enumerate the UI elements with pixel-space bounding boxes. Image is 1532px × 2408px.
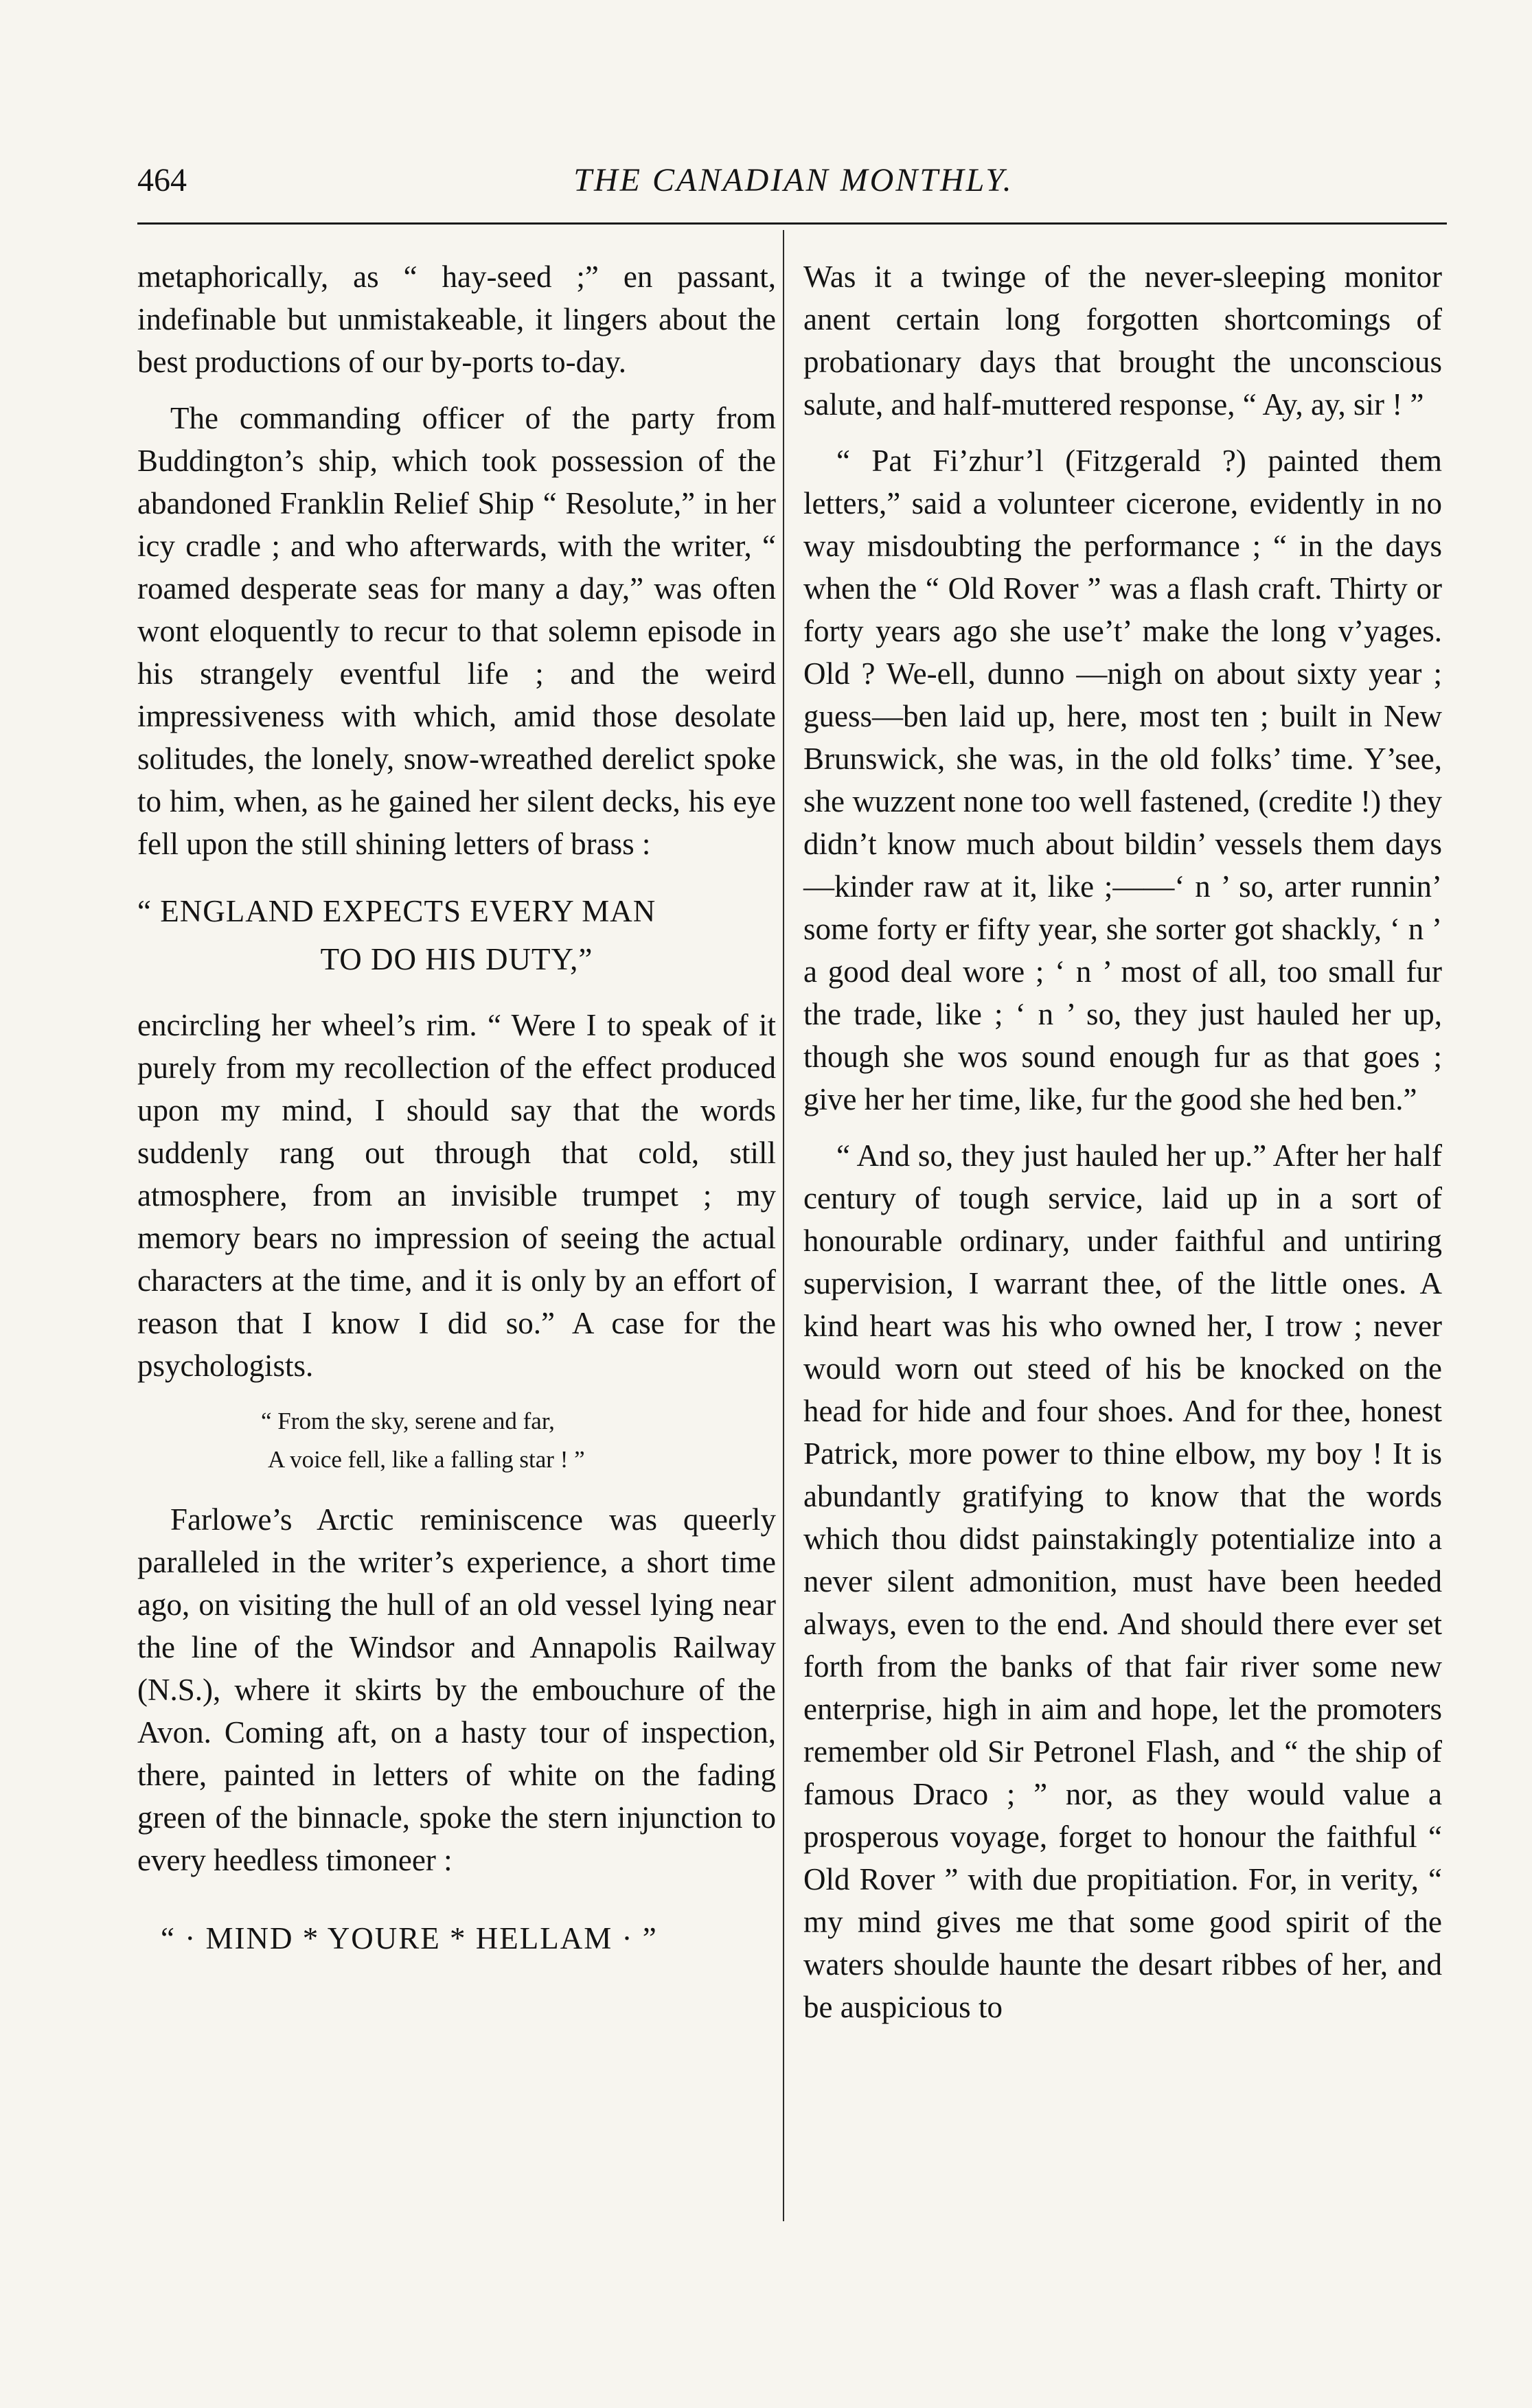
paragraph: metaphorically, as “ hay-seed ;” en passant, indefinable but unmistakeable, it lingers about the best productions of our by-ports to-day. <box>137 260 776 379</box>
motto-quote <box>137 887 776 983</box>
page-header <box>137 161 1450 209</box>
motto-line: “ ENGLAND EXPECTS EVERY MAN <box>137 894 656 928</box>
paragraph: encircling her wheel’s rim. “ Were I to speak of it purely from my recollection of the effect produced upon my mind, I should say that the words suddenly rang out through that cold, still atmosphere, from an invisible trumpet ; my memory bears no impression of seeing the actual characters at the time, and it is only by an effort of reason that I know I did so.” A case for the psychologists. <box>137 1008 776 1383</box>
paragraph: Farlowe’s Arctic reminiscence was queerly paralleled in the writer’s experience, a short time ago, on visiting the hull of an old vessel lying near the line of the Windsor and Annapolis Railway (N.S.), where it skirts by the embouchure of the Avon. Coming aft, on a hasty tour of inspection, there, painted in letters of white on the fading green of the binnacle, spoke the stern injunction to every heedless timoneer : <box>137 1502 776 1877</box>
header-rule <box>137 222 1447 225</box>
page-number: 464 <box>137 162 187 198</box>
verse-line: A voice fell, like a falling star ! ” <box>268 1446 585 1473</box>
paragraph: The commanding officer of the party from Buddington’s ship, which took possession of the abandoned Franklin Relief Ship “ Resolute,” in her icy cradle ; and who afterwards, with the writer, “ roamed desperate seas for many a day,” was often wont eloquently to recur to that solemn episode in his strangely eventful life ; and the weird impressiveness with which, amid those desolate solitudes, the lonely, snow-wreathed derelict spoke to him, when, as he gained her silent decks, his eye fell upon the still shining letters of brass : <box>137 401 776 861</box>
paragraph: “ Pat Fi’zhur’l (Fitzgerald ?) painted them letters,” said a volunteer cicerone, evidently in no way misdoubting the performance ; “ in the days when the “ Old Rover ” was a flash craft. Thirty or forty years ago she use’t’ make the long v’yages. Old ? We-ell, dunno —nigh on about sixty year ; guess—ben laid up, here, most ten ; built in New Brunswick, she was, in the old folks’ time. Y’see, she wuzzent none too well fastened, (credite !) they didn’t know much about bildin’ vessels them days—kinder raw at it, like ;——‘ n ’ so, arter runnin’ some forty er fifty year, she sorter got shackly, ‘ n ’ a good deal wore ; ‘ n ’ most of all, too small fur the trade, like ; ‘ n ’ so, they just hauled her up, though she wos sound enough fur as that goes ; give her her time, like, fur the good she hed ben.” <box>803 444 1442 1116</box>
running-title: THE CANADIAN MONTHLY. <box>573 162 1014 198</box>
paragraph: Was it a twinge of the never-sleeping monitor anent certain long forgotten shortcomings of probationary days that brought the unconscious salute, and half-muttered response, “ Ay, ay, sir ! ” <box>803 260 1442 422</box>
paragraph: “ And so, they just hauled her up.” After her half century of tough service, laid up in a sort of honourable ordinary, under faithful and untiring supervision, I warrant thee, of the little ones. A kind heart was his who owned her, I trow ; never would worn out steed of his be knocked on the head for hide and four shoes. And for thee, honest Patrick, more power to thine elbow, my boy ! It is abundantly gratifying to know that the words which thou didst painstakingly potentialize into a never silent admonition, must have been heeded always, even to the end. And should there ever set forth from the banks of that fair river some new enterprise, high in aim and hope, let the promoters remember old Sir Petronel Flash, and “ the ship of famous Draco ; ” nor, as they would value a prosperous voyage, forget to honour the faithful “ Old Rover ” with due propitiation. For, in verity, “ my mind gives me that some good spirit of the waters shoulde haunte the desart ribbes of her, and be auspicious to <box>803 1138 1442 2024</box>
left-column <box>137 255 776 1960</box>
inscription-quote: “ · MIND * YOURE * HELLAM · ” <box>161 1921 658 1956</box>
verse-line: “ From the sky, serene and far, <box>261 1408 555 1434</box>
verse-quote <box>261 1402 776 1479</box>
right-column <box>803 255 1442 2028</box>
column-divider <box>783 230 784 2221</box>
motto-line: TO DO HIS DUTY,” <box>320 942 593 976</box>
